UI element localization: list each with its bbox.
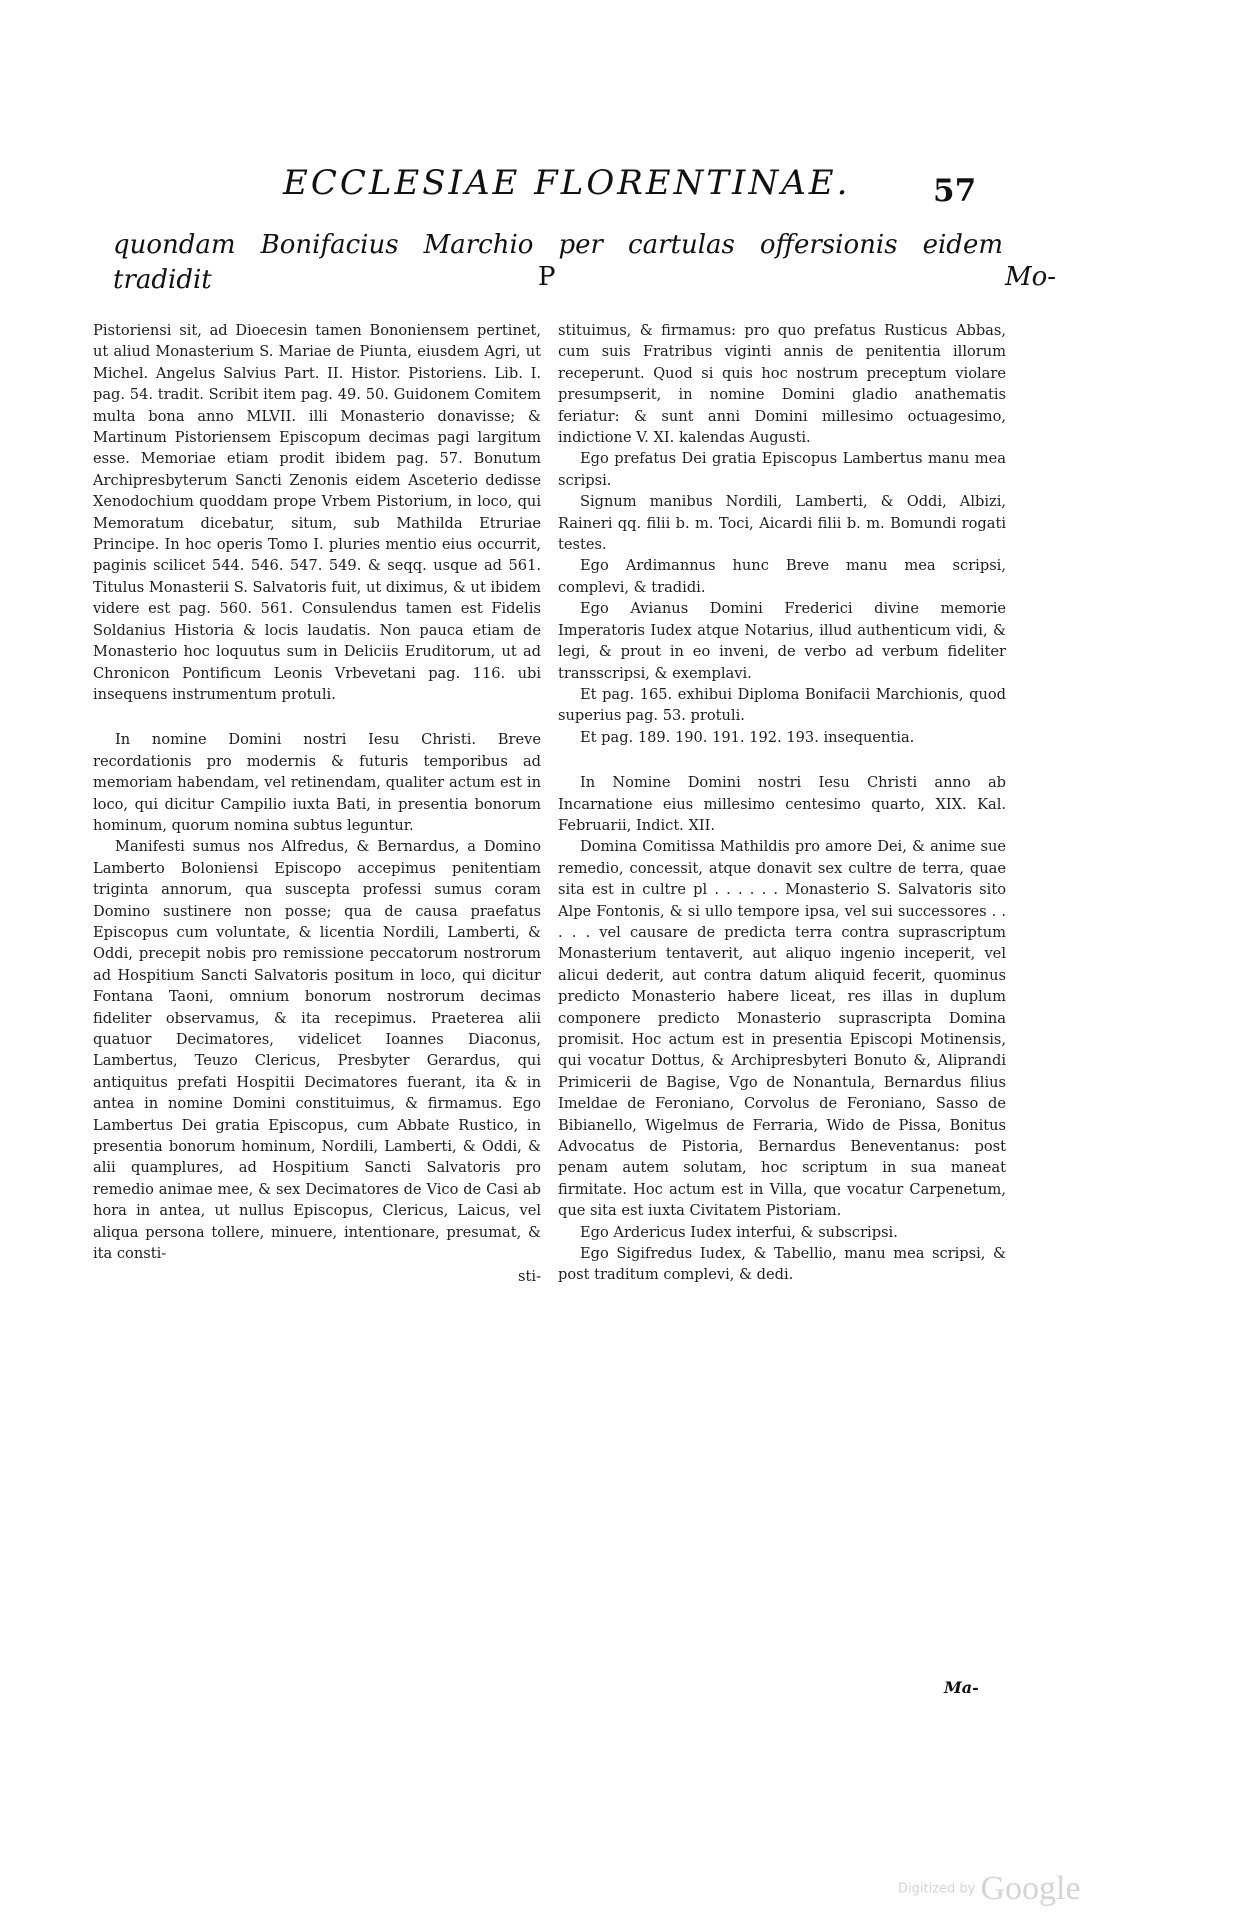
- left-column: [93, 320, 541, 1288]
- notary-subscription: Ego Ardimannus hunc Breve manu mea scripsi, complevi, & tradidi.: [558, 557, 1006, 596]
- running-head: ECCLESIAE FLORENTINAE.: [283, 163, 851, 203]
- digitized-watermark: [898, 1870, 1081, 1908]
- mathildis-invocation: In Nomine Domini nostri Iesu Christi anno ab Incarnatione eius millesimo centesimo quarto, XIX. Kal. Februarii, Indict. XII.: [558, 774, 1006, 834]
- diploma-reference: Et pag. 165. exhibui Diploma Bonifacii Marchionis, quod superius pag. 53. protuli.: [558, 685, 1006, 725]
- commentary-paragraph: Pistoriensi sit, ad Dioecesin tamen Bononiensem pertinet, ut aliud Monasterium S. Mariae de Piunta, eiusdem Agri, ut Michel. Angelus Salvius Part. II. Histor. Pistoriens. Lib. I. pag. 54. tradit. Scribit item pag. 49. 50. Guidonem Comitem multa bona anno MLVII. illi Monasterio donavisse; & Martinum Pistoriensem Episcopum decimas pagi largitum esse. Memoriae etiam prodit ibidem pag. 57. Bonutum Archipresbyterum Sancti Zenonis eidem Asceterio dedisse Xenodochium quoddam prope Vrbem Pistorium, in loco, qui Memoratum dicebatur, situm, sub Mathilda Etruriae Principe. In hoc operis Tomo I. pluries mentio eius occurrit, paginis scilicet 544. 546. 547. 549. & seqq. usque ad 561. Titulus Monasterii S. Salvatoris fuit, ut diximus, & ut ibidem videre est pag. 560. 561. Consulendus tamen est Fidelis Soldanius Historia & locis laudatis. Non pauca etiam de Monasterio hoc loquutus sum in Deliciis Eruditorum, ut ad Chronicon Pontificum Leonis Vrbevetani pag. 116. ubi insequens instrumentum protuli.: [93, 322, 541, 703]
- witness-signatures: Signum manibus Nordili, Lamberti, & Oddi, Albizi, Raineri qq. filii b. m. Toci, Aicardi filii b. m. Bomundi rogati testes.: [558, 493, 1006, 554]
- right-column: [558, 320, 1006, 1286]
- signature-mark: P: [538, 262, 556, 292]
- judge-subscription: Ego Ardericus Iudex interfui, & subscripsi.: [580, 1223, 898, 1241]
- bottom-catchword: Ma-: [944, 1678, 979, 1697]
- watermark-logo: Google: [980, 1870, 1081, 1907]
- continuation-line: quondam Bonifacius Marchio per cartulas offersionis eidem tradidit: [113, 230, 1003, 295]
- judge-authentication: Ego Avianus Domini Frederici divine memorie Imperatoris Iudex atque Notarius, illud authenticum vidi, & legi, & prout in eo inveni, de verbo ad verbum fideliter transscripsi, & exemplavi.: [558, 600, 1006, 682]
- tabellio-subscription: Ego Sigifredus Iudex, & Tabellio, manu mea scripsi, & post traditum complevi, & dedi.: [558, 1245, 1006, 1284]
- signature-row: [90, 258, 1057, 294]
- charter-invocation: In nomine Domini nostri Iesu Christi. Breve recordationis pro modernis & futuris temporibus ad memoriam habendam, vel retinendam, qualiter actum est in loco, qui dicitur Campilio iuxta Bati, in presentia bonorum hominum, quorum nomina subtus leguntur.: [93, 731, 541, 834]
- column-end-word: sti-: [518, 1268, 541, 1286]
- bishop-subscription: Ego prefatus Dei gratia Episcopus Lambertus manu mea scripsi.: [558, 450, 1006, 489]
- charter-continuation: stituimus, & firmamus: pro quo prefatus Rusticus Abbas, cum suis Fratribus viginti annis de penitentia illorum receperunt. Quod si quis hoc nostrum preceptum violare presumpserit, in nomine Domini gladio anathematis feriatur: & sunt anni Domini millesimo octuagesimo, indictione V. XI. kalendas Augusti.: [558, 322, 1006, 447]
- watermark-prefix: Digitized by: [898, 1881, 976, 1897]
- top-catchword: Mo-: [1005, 262, 1057, 292]
- mathildis-donation: Domina Comitissa Mathildis pro amore Dei, & anime sue remedio, concessit, atque donavit sex cultre de terra, quae sita est in cultre pl . . . . . . Monasterio S. Salvatoris sito Alpe Fontonis, & si ullo tempore ipsa, vel sui successores . . . . . vel causare de predicta terra contra suprascriptum Monasterium tentaverit, aut aliquo ingenio inceperit, vel alicui dederit, aut contra datum aliquid fecerit, quominus predicto Monasterio habere liceat, res illas in duplum componere predicto Monasterio suprascripta Domina promisit. Hoc actum est in presentia Episcopi Motinensis, qui vocatur Dottus, & Archipresbyteri Bonuto &, Aliprandi Primicerii de Bagise, Vgo de Nonantula, Bernardus filius Imeldae de Feroniano, Corvolus de Feroniano, Sasso de Bibianello, Wigelmus de Ferraria, Wido de Pissa, Bonitus Advocatus de Pistoria, Bernardus Beneventanus: post penam autem solutam, hoc scriptum in sua maneat firmitate. Hoc actum est in Villa, que vocatur Carpenetum, que sita est iuxta Civitatem Pistoriam.: [558, 838, 1006, 1220]
- charter-body: Manifesti sumus nos Alfredus, & Bernardus, a Domino Lamberto Boloniensi Episcopo accepimus penitentiam triginta annorum, qua suscepta professi sumus coram Domino sustinere non posse; qua de causa praefatus Episcopus cum voluntate, & licentia Nordili, Lamberti, & Oddi, precepit nobis pro remissione peccatorum nostrorum ad Hospitium Sancti Salvatoris positum in loco, qui dicitur Fontana Taoni, omnium bonorum nostrorum decimas fideliter observamus, & ita recepimus. Praeterea alii quatuor Decimatores, videlicet Ioannes Diaconus, Lambertus, Teuzo Clericus, Presbyter Gerardus, qui antiquitus prefati Hospitii Decimatores fuerant, ita & in antea in nomine Domini constituimus, & firmamus. Ego Lambertus Dei gratia Episcopus, cum Abbate Rustico, in presentia bonorum hominum, Nordili, Lamberti, & Oddi, & alii quamplures, ad Hospitium Sancti Salvatoris pro remedio animae mee, & sex Decimatores de Vico de Casi ab hora in antea, ut nullus Episcopus, Clericus, Laicus, vel aliqua persona tollere, minuere, intentionare, presumat, & ita consti-: [93, 838, 541, 1263]
- page-reference: Et pag. 189. 190. 191. 192. 193. insequentia.: [580, 728, 915, 746]
- page-number: 57: [933, 173, 977, 209]
